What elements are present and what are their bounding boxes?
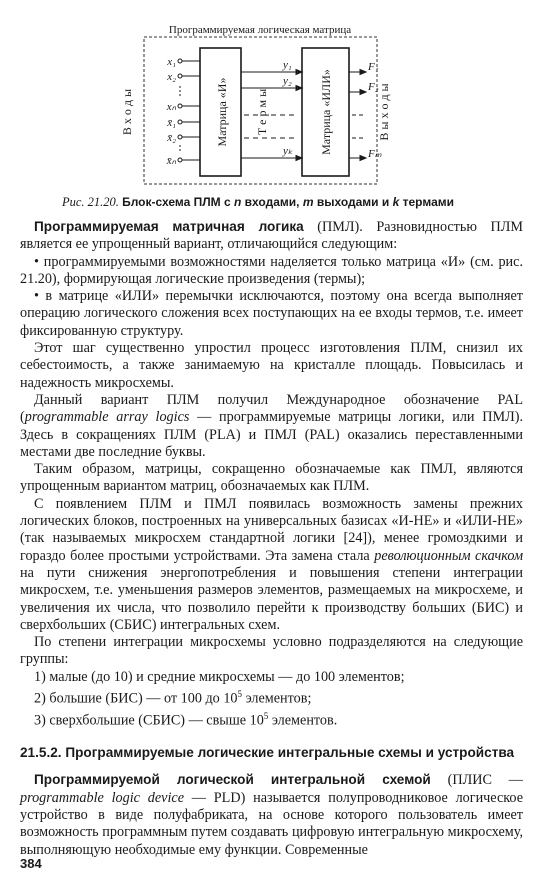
paragraph: По степени интеграции микросхемы условно подразделяются на следующие группы: [20, 634, 523, 668]
term-label: yₖ [283, 145, 293, 157]
and-matrix-label: Матрица «И» [215, 77, 229, 147]
list-item: 3) сверхбольшие (СБИС) — свыше $10^5$ элементов. [34, 711, 338, 729]
figure-caption [62, 195, 532, 210]
term-definition: Программируемой логической интегральной схемой [34, 772, 431, 788]
output-label: F₂ [368, 81, 379, 93]
term-labels [282, 59, 293, 157]
page-number: 384 [20, 856, 42, 871]
term-label: y₁ [283, 59, 292, 71]
caption-number: Рис. 21.20. [62, 195, 119, 209]
paragraph: Программируемой логической интегральной схемой (ПЛИС — programmable logic device — PLD) называется полупроводниковое логическое устройство в виде полуфабриката, на основе которого пользователь имеет возможность программным путем создавать цифровую интегральную микросхему, выполняющую необходимые ему функции. Современные [20, 772, 523, 858]
or-matrix-label: Матрица «ИЛИ» [319, 69, 333, 155]
section-heading: 21.5.2. Программируемые логические интегральные схемы и устройства [20, 745, 515, 761]
list-item: 1) малые (до 10) и средние микросхемы — до 100 элементов; [34, 668, 405, 685]
plm-block-diagram [0, 0, 541, 192]
inputs-label: В х о д ы [120, 88, 134, 136]
list-item: 2) большие (БИС) — от 100 до $10^5$ элементов; [34, 689, 312, 707]
paragraph: Таким образом, матрицы, сокращенно обозначаемые как ПМЛ, являются упрощенным вариантом матриц, обозначаемых как ПЛМ. [20, 461, 523, 495]
input-label: x̄₁ [167, 117, 176, 129]
body-text [20, 218, 523, 859]
term-lines [241, 70, 302, 161]
term-definition: Программируемая матричная логика [34, 219, 304, 234]
paragraph: Этот шаг существенно упростил процесс изготовления ПЛМ, снизил их себестоимость, а также занимаемую на кристалле площадь. Повысилась и надежность микросхемы. [20, 340, 523, 391]
input-label: x̄₂ [167, 132, 176, 144]
input-label: xₙ [166, 101, 176, 113]
input-label: x₂ [167, 71, 176, 83]
paragraph: Программируемая матричная логика (ПМЛ). Разновидностью ПЛМ является ее упрощенный вариант, отличающийся следующим: [20, 219, 524, 253]
output-label: Fₘ [368, 148, 382, 160]
output-label: F₁ [368, 61, 379, 73]
term-label: y₂ [283, 75, 292, 87]
outputs-label: В ы х о д ы [377, 83, 391, 141]
output-lines [349, 70, 366, 161]
terms-label: Т е р м ы [255, 88, 269, 136]
figure-frame-title: Программируемая логическая матрица [168, 24, 352, 36]
input-lines [178, 59, 200, 162]
bullet-item: • программируемыми возможностями наделяется только матрица «И» (см. рис. 21.20), формирующая логические произведения (термы); [20, 253, 523, 287]
input-label: x̄ₙ [166, 155, 176, 167]
input-labels [166, 56, 177, 167]
bullet-item: • в матрице «ИЛИ» перемычки исключаются, поэтому она всегда выполняет операцию логического сложения всех поступающих на ее входы термов, т.е. имеет фиксированную структуру. [20, 288, 523, 339]
caption-title: Блок-схема ПЛМ с n входами, m выходами и k термами [122, 195, 454, 209]
input-label: x₁ [167, 56, 176, 68]
paragraph: Данный вариант ПЛМ получил Международное обозначение PAL (programmable array logics — программируемые матрицы логики, или ПМЛ). Здесь в сокращениях ПЛМ (PLA) и ПМЛ (PAL) оказались переставленными местами две последние буквы. [20, 391, 523, 460]
paragraph: С появлением ПЛМ и ПМЛ появилась возможность замены прежних логических блоков, построенных на универсальных базисах «И-НЕ» и «ИЛИ-НЕ» (так называемых микросхем стандартной логики [24]), менее громоздкими и гораздо более простыми устройствами. Эта замена стала революционным скачком на пути снижения энергопотребления и повышения степени интеграции микросхем, т.е. уменьшения размеров элементов, размещаемых на микросхеме, и увеличения их числа, что позволило перейти к производству больших (БИС) и сверхбольших (СБИС) интегральных схем. [20, 495, 523, 633]
